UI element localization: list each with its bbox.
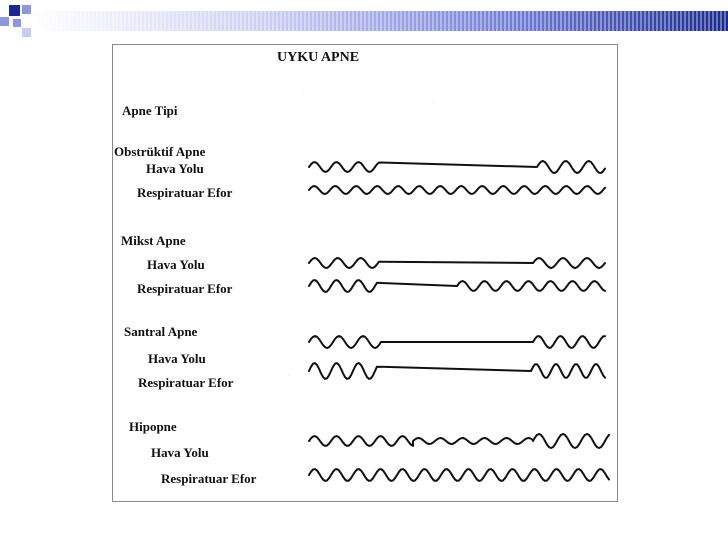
obstructive-effort-trace [309,186,605,194]
airflow-label-hypopnea: Hava Yolu [151,445,209,460]
apnea-type-header: Apne Tipi [122,103,178,118]
effort-label-mixed: Respiratuar Efor [137,281,233,296]
slide-logo-squares [0,0,60,44]
section-title-hypopnea: Hipopne [129,419,177,434]
airflow-label-obstructive: Hava Yolu [146,161,204,176]
scan-speck [303,91,304,92]
airflow-label-mixed: Hava Yolu [147,257,205,272]
hypopnea-airflow-trace [309,434,609,448]
section-title-central: Santral Apne [124,324,198,339]
scan-speck [283,185,284,186]
airflow-label-central: Hava Yolu [148,351,206,366]
section-title-obstructive: Obstrüktif Apne [114,144,206,159]
hypopnea-effort-trace [309,469,609,481]
effort-label-obstructive: Respiratuar Efor [137,185,233,200]
section-title-mixed: Mikst Apne [121,233,186,248]
central-effort-trace [309,363,605,379]
scan-speck [433,103,434,104]
scan-speck [288,375,289,376]
scan-speck [373,77,374,78]
waveform-canvas [113,45,619,503]
sleep-apnea-figure [112,44,618,502]
effort-label-hypopnea: Respiratuar Efor [161,471,257,486]
mixed-effort-trace [309,280,605,292]
effort-label-central: Respiratuar Efor [138,375,234,390]
obstructive-airflow-trace [309,161,605,173]
central-airflow-trace [309,336,605,348]
figure-title: UYKU APNE [277,50,360,65]
mixed-airflow-trace [309,258,605,268]
header-gradient-bar [0,0,728,40]
